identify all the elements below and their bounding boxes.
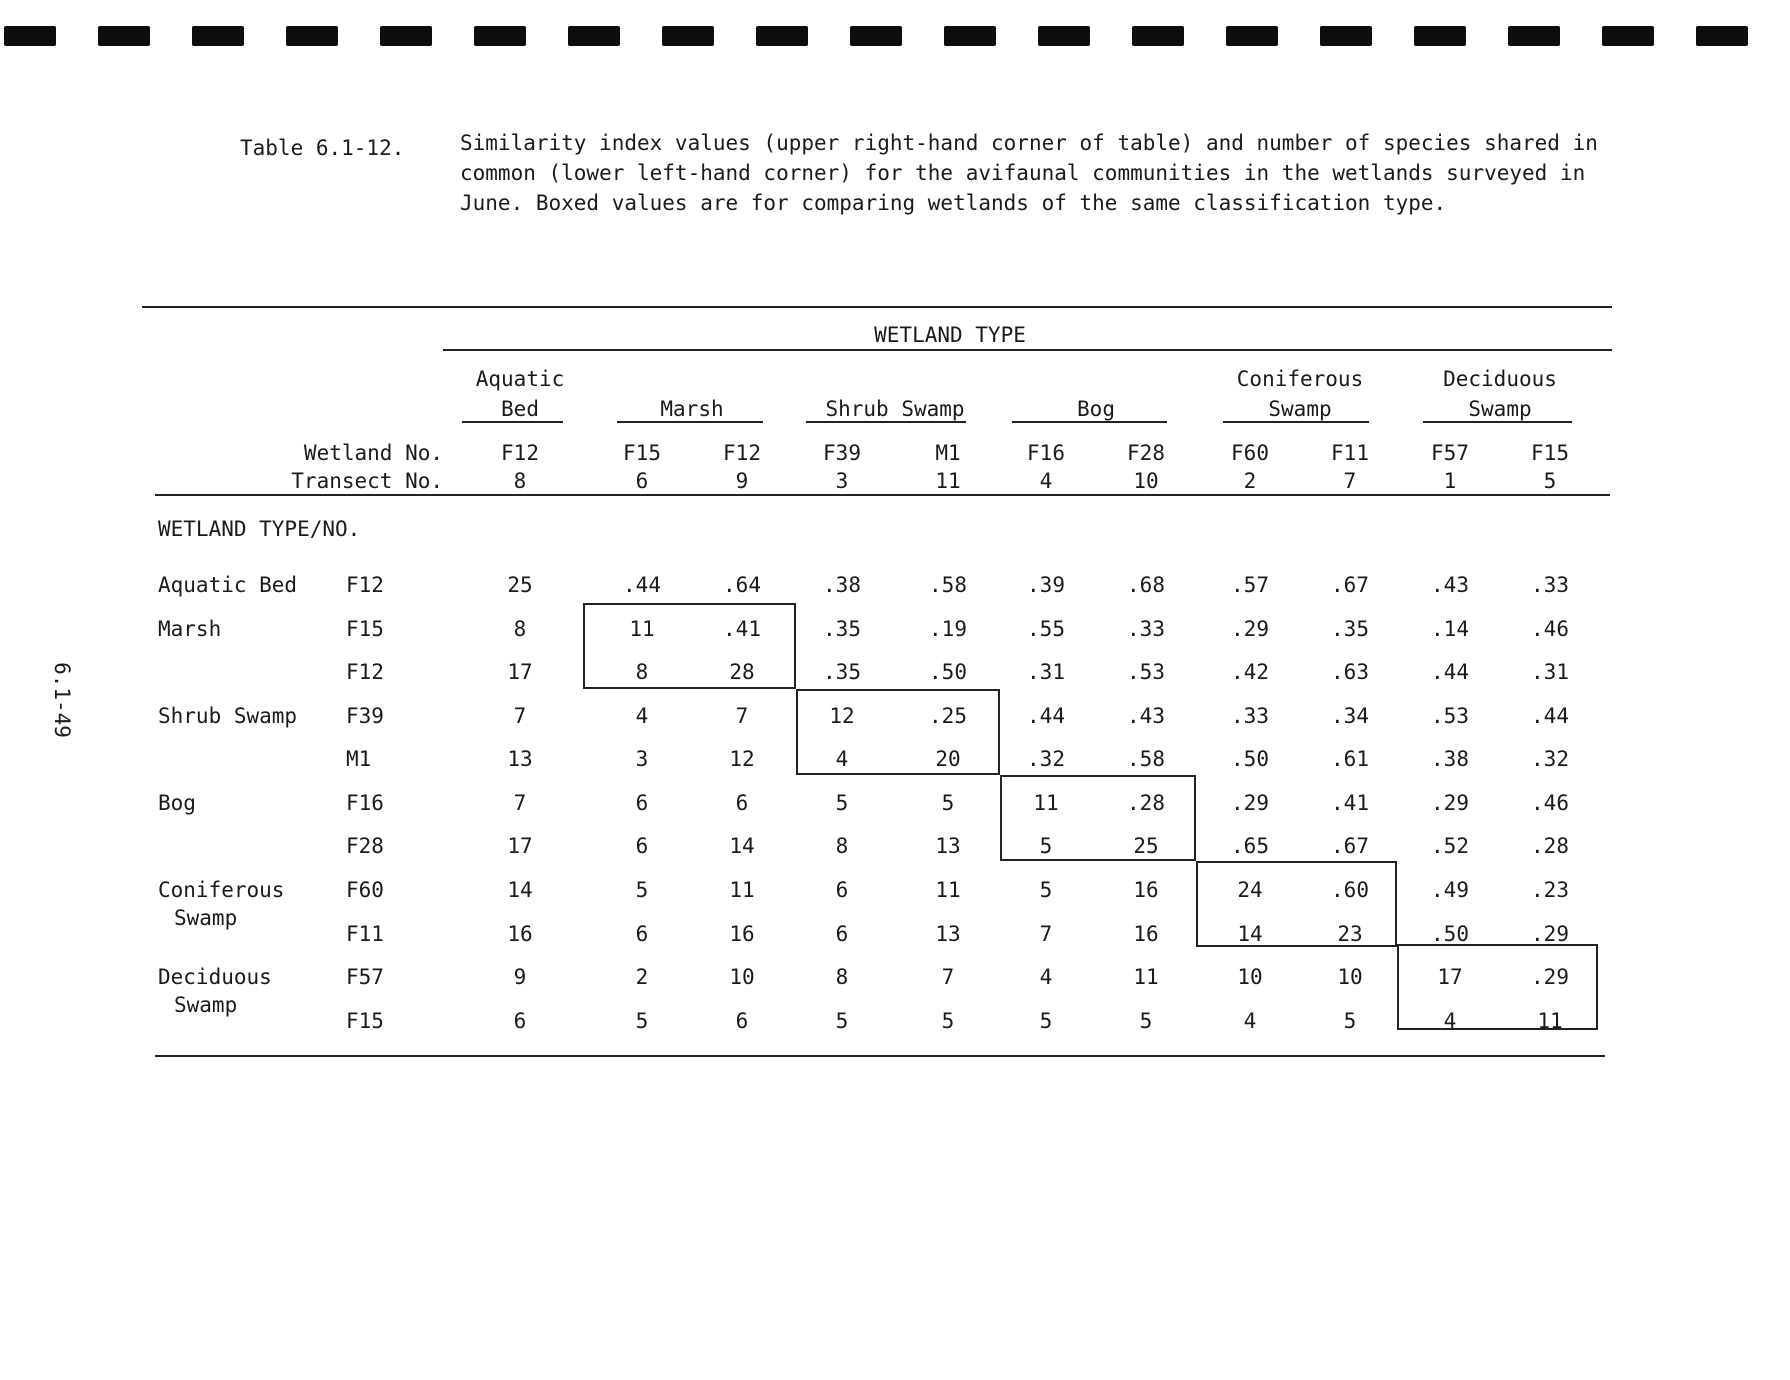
column-transect-no: 5 bbox=[1543, 469, 1557, 493]
row-wetland-no: M1 bbox=[346, 747, 372, 771]
column-transect-no: 3 bbox=[835, 469, 849, 493]
table-cell: .14 bbox=[1431, 617, 1469, 641]
column-wetland-no: F15 bbox=[623, 441, 661, 465]
table-cell: 14 bbox=[729, 834, 755, 858]
table-cell: .50 bbox=[929, 660, 967, 684]
table-cell: .67 bbox=[1331, 573, 1369, 597]
group-header-underline bbox=[1423, 421, 1572, 423]
table-cell: .43 bbox=[1127, 704, 1165, 728]
group-header-line2: Swamp bbox=[1468, 397, 1532, 421]
table-cell: 2 bbox=[635, 965, 649, 989]
table-cell: .68 bbox=[1127, 573, 1165, 597]
row-type-label: Shrub Swamp bbox=[158, 704, 298, 728]
table-bottom-rule bbox=[155, 1055, 1605, 1057]
table-cell: 5 bbox=[941, 791, 955, 815]
table-cell: .53 bbox=[1127, 660, 1165, 684]
column-header-rule bbox=[155, 494, 1610, 496]
row-type-label: Coniferous bbox=[158, 878, 285, 902]
group-header-underline bbox=[462, 421, 563, 423]
table-cell: 11 bbox=[1537, 1009, 1563, 1033]
column-wetland-no: F11 bbox=[1331, 441, 1369, 465]
table-cell: 5 bbox=[835, 1009, 849, 1033]
table-cell: .61 bbox=[1331, 747, 1369, 771]
table-cell: 6 bbox=[735, 1009, 749, 1033]
binding-mark bbox=[1320, 26, 1372, 46]
table-cell: 11 bbox=[629, 617, 655, 641]
table-cell: 17 bbox=[507, 834, 533, 858]
wetland-type-header: WETLAND TYPE bbox=[874, 323, 1026, 347]
wetland-no-label: Wetland No. bbox=[303, 441, 443, 465]
row-wetland-no: F28 bbox=[346, 834, 384, 858]
table-cell: 16 bbox=[1133, 878, 1159, 902]
row-type-label: Deciduous bbox=[158, 965, 272, 989]
table-cell: 5 bbox=[1039, 878, 1053, 902]
table-cell: 4 bbox=[1039, 965, 1053, 989]
binding-mark bbox=[662, 26, 714, 46]
marsh-box bbox=[583, 603, 796, 689]
table-cell: .44 bbox=[623, 573, 661, 597]
table-cell: 5 bbox=[1343, 1009, 1357, 1033]
column-wetland-no: M1 bbox=[935, 441, 961, 465]
column-wetland-no: F57 bbox=[1431, 441, 1469, 465]
table-cell: 5 bbox=[941, 1009, 955, 1033]
column-transect-no: 9 bbox=[735, 469, 749, 493]
row-wetland-no: F57 bbox=[346, 965, 384, 989]
table-cell: .29 bbox=[1531, 965, 1569, 989]
binding-mark bbox=[1602, 26, 1654, 46]
row-wetland-no: F11 bbox=[346, 922, 384, 946]
table-cell: 6 bbox=[513, 1009, 527, 1033]
column-wetland-no: F28 bbox=[1127, 441, 1165, 465]
column-wetland-no: F39 bbox=[823, 441, 861, 465]
group-header-line2: Marsh bbox=[660, 397, 724, 421]
bog-box bbox=[1000, 775, 1196, 861]
table-cell: .35 bbox=[823, 660, 861, 684]
table-cell: .35 bbox=[1331, 617, 1369, 641]
group-header-line1: Coniferous bbox=[1236, 367, 1364, 391]
row-header: WETLAND TYPE/NO. bbox=[158, 517, 361, 541]
group-header-line1: Deciduous bbox=[1443, 367, 1557, 391]
table-cell: 20 bbox=[935, 747, 961, 771]
row-type-label: Bog bbox=[158, 791, 196, 815]
table-top-rule bbox=[142, 306, 1612, 308]
row-wetland-no: F12 bbox=[346, 660, 384, 684]
row-type-label: Marsh bbox=[158, 617, 222, 641]
table-cell: 6 bbox=[635, 922, 649, 946]
table-cell: .60 bbox=[1331, 878, 1369, 902]
table-cell: 10 bbox=[1337, 965, 1363, 989]
table-cell: 4 bbox=[635, 704, 649, 728]
table-cell: .41 bbox=[1331, 791, 1369, 815]
binding-mark bbox=[756, 26, 808, 46]
table-cell: .38 bbox=[823, 573, 861, 597]
row-type-label: Aquatic Bed bbox=[158, 573, 298, 597]
table-cell: .64 bbox=[723, 573, 761, 597]
group-header-underline bbox=[617, 421, 763, 423]
table-cell: 4 bbox=[1443, 1009, 1457, 1033]
table-cell: .29 bbox=[1431, 791, 1469, 815]
table-cell: 7 bbox=[735, 704, 749, 728]
binding-mark bbox=[1414, 26, 1466, 46]
group-header-line2: Bog bbox=[1077, 397, 1115, 421]
table-cell: .46 bbox=[1531, 617, 1569, 641]
table-cell: 7 bbox=[941, 965, 955, 989]
table-cell: 11 bbox=[1033, 791, 1059, 815]
deciduous-swamp-box bbox=[1397, 944, 1598, 1030]
table-cell: 7 bbox=[513, 704, 527, 728]
table-cell: .31 bbox=[1027, 660, 1065, 684]
table-cell: 8 bbox=[835, 834, 849, 858]
table-cell: .46 bbox=[1531, 791, 1569, 815]
table-cell: 13 bbox=[935, 834, 961, 858]
table-cell: .39 bbox=[1027, 573, 1065, 597]
column-transect-no: 8 bbox=[513, 469, 527, 493]
column-wetland-no: F16 bbox=[1027, 441, 1065, 465]
table-cell: 13 bbox=[507, 747, 533, 771]
binding-mark bbox=[944, 26, 996, 46]
binding-mark bbox=[850, 26, 902, 46]
table-cell: 6 bbox=[835, 878, 849, 902]
table-cell: .50 bbox=[1431, 922, 1469, 946]
binding-mark bbox=[4, 26, 56, 46]
table-cell: 17 bbox=[1437, 965, 1463, 989]
table-cell: 16 bbox=[1133, 922, 1159, 946]
table-cell: 14 bbox=[507, 878, 533, 902]
table-cell: 7 bbox=[513, 791, 527, 815]
transect-no-label: Transect No. bbox=[291, 469, 443, 493]
group-header-line2: Bed bbox=[501, 397, 539, 421]
group-header-underline bbox=[1012, 421, 1167, 423]
binding-mark bbox=[1696, 26, 1748, 46]
column-wetland-no: F12 bbox=[501, 441, 539, 465]
table-cell: 3 bbox=[635, 747, 649, 771]
table-cell: .41 bbox=[723, 617, 761, 641]
table-cell: .25 bbox=[929, 704, 967, 728]
binding-mark bbox=[98, 26, 150, 46]
table-cell: .28 bbox=[1127, 791, 1165, 815]
column-wetland-no: F12 bbox=[723, 441, 761, 465]
binding-mark bbox=[380, 26, 432, 46]
row-wetland-no: F60 bbox=[346, 878, 384, 902]
column-transect-no: 6 bbox=[635, 469, 649, 493]
table-cell: 24 bbox=[1237, 878, 1263, 902]
binding-mark bbox=[568, 26, 620, 46]
column-transect-no: 11 bbox=[935, 469, 961, 493]
table-cell: 16 bbox=[729, 922, 755, 946]
table-cell: 6 bbox=[635, 834, 649, 858]
shrub-swamp-box bbox=[796, 689, 1000, 775]
table-cell: .43 bbox=[1431, 573, 1469, 597]
column-transect-no: 10 bbox=[1133, 469, 1159, 493]
table-cell: .63 bbox=[1331, 660, 1369, 684]
binding-punch-marks bbox=[0, 26, 1790, 48]
column-transect-no: 2 bbox=[1243, 469, 1257, 493]
binding-mark bbox=[1508, 26, 1560, 46]
table-cell: .34 bbox=[1331, 704, 1369, 728]
binding-mark bbox=[1038, 26, 1090, 46]
table-cell: 6 bbox=[735, 791, 749, 815]
table-cell: 13 bbox=[935, 922, 961, 946]
column-wetland-no: F15 bbox=[1531, 441, 1569, 465]
table-cell: .33 bbox=[1127, 617, 1165, 641]
caption-label: Table 6.1-12. bbox=[240, 136, 405, 160]
caption-text: Similarity index values (upper right-hand corner of table) and number of species shared in common (lower left-hand corner) for the avifaunal communities in the wetlands surveyed in June. Boxed values are for comparing wetlands of the same classification type. bbox=[460, 131, 1598, 215]
table-cell: 25 bbox=[1133, 834, 1159, 858]
table-cell: 9 bbox=[513, 965, 527, 989]
column-transect-no: 4 bbox=[1039, 469, 1053, 493]
table-cell: 23 bbox=[1337, 922, 1363, 946]
table-cell: .57 bbox=[1231, 573, 1269, 597]
column-transect-no: 1 bbox=[1443, 469, 1457, 493]
table-cell: 10 bbox=[1237, 965, 1263, 989]
table-cell: .33 bbox=[1531, 573, 1569, 597]
table-cell: 8 bbox=[513, 617, 527, 641]
row-type-label-2: Swamp bbox=[174, 993, 238, 1017]
table-cell: 6 bbox=[835, 922, 849, 946]
table-cell: 5 bbox=[1139, 1009, 1153, 1033]
wetland-type-rule bbox=[443, 349, 1612, 351]
table-cell: 4 bbox=[835, 747, 849, 771]
table-cell: 8 bbox=[635, 660, 649, 684]
table-cell: .44 bbox=[1531, 704, 1569, 728]
table-cell: 4 bbox=[1243, 1009, 1257, 1033]
row-wetland-no: F16 bbox=[346, 791, 384, 815]
table-cell: 12 bbox=[829, 704, 855, 728]
binding-mark bbox=[1132, 26, 1184, 46]
table-cell: .52 bbox=[1431, 834, 1469, 858]
table-cell: 12 bbox=[729, 747, 755, 771]
table-cell: .49 bbox=[1431, 878, 1469, 902]
table-cell: 5 bbox=[835, 791, 849, 815]
table-cell: 5 bbox=[1039, 834, 1053, 858]
binding-mark bbox=[286, 26, 338, 46]
table-cell: .55 bbox=[1027, 617, 1065, 641]
table-cell: .53 bbox=[1431, 704, 1469, 728]
table-cell: .44 bbox=[1431, 660, 1469, 684]
table-cell: .29 bbox=[1231, 617, 1269, 641]
table-cell: 16 bbox=[507, 922, 533, 946]
table-cell: .23 bbox=[1531, 878, 1569, 902]
group-header-line2: Swamp bbox=[1268, 397, 1332, 421]
row-wetland-no: F15 bbox=[346, 617, 384, 641]
table-cell: 11 bbox=[935, 878, 961, 902]
table-cell: 11 bbox=[729, 878, 755, 902]
row-wetland-no: F12 bbox=[346, 573, 384, 597]
table-cell: 6 bbox=[635, 791, 649, 815]
group-header-underline bbox=[806, 421, 966, 423]
table-cell: .58 bbox=[929, 573, 967, 597]
table-cell: .29 bbox=[1531, 922, 1569, 946]
table-cell: .32 bbox=[1531, 747, 1569, 771]
table-cell: 25 bbox=[507, 573, 533, 597]
table-cell: 17 bbox=[507, 660, 533, 684]
group-header-line2: Shrub Swamp bbox=[825, 397, 965, 421]
table-cell: .50 bbox=[1231, 747, 1269, 771]
table-cell: .29 bbox=[1231, 791, 1269, 815]
table-cell: .31 bbox=[1531, 660, 1569, 684]
table-cell: .38 bbox=[1431, 747, 1469, 771]
page-number: 6.1-49 bbox=[50, 662, 74, 738]
table-cell: 10 bbox=[729, 965, 755, 989]
table-cell: 28 bbox=[729, 660, 755, 684]
table-cell: .35 bbox=[823, 617, 861, 641]
binding-mark bbox=[474, 26, 526, 46]
row-type-label-2: Swamp bbox=[174, 906, 238, 930]
table-cell: .44 bbox=[1027, 704, 1065, 728]
row-wetland-no: F15 bbox=[346, 1009, 384, 1033]
table-cell: .65 bbox=[1231, 834, 1269, 858]
table-cell: .42 bbox=[1231, 660, 1269, 684]
table-cell: 11 bbox=[1133, 965, 1159, 989]
column-wetland-no: F60 bbox=[1231, 441, 1269, 465]
group-header-underline bbox=[1223, 421, 1369, 423]
table-cell: 5 bbox=[635, 878, 649, 902]
table-cell: .67 bbox=[1331, 834, 1369, 858]
table-cell: .33 bbox=[1231, 704, 1269, 728]
row-wetland-no: F39 bbox=[346, 704, 384, 728]
column-transect-no: 7 bbox=[1343, 469, 1357, 493]
group-header-line1: Aquatic bbox=[475, 367, 565, 391]
table-cell: 8 bbox=[835, 965, 849, 989]
table-cell: .32 bbox=[1027, 747, 1065, 771]
table-cell: .19 bbox=[929, 617, 967, 641]
table-cell: 5 bbox=[1039, 1009, 1053, 1033]
binding-mark bbox=[192, 26, 244, 46]
table-cell: .28 bbox=[1531, 834, 1569, 858]
table-cell: 7 bbox=[1039, 922, 1053, 946]
binding-mark bbox=[1226, 26, 1278, 46]
coniferous-swamp-box bbox=[1196, 861, 1397, 947]
table-cell: 14 bbox=[1237, 922, 1263, 946]
table-cell: 5 bbox=[635, 1009, 649, 1033]
table-cell: .58 bbox=[1127, 747, 1165, 771]
